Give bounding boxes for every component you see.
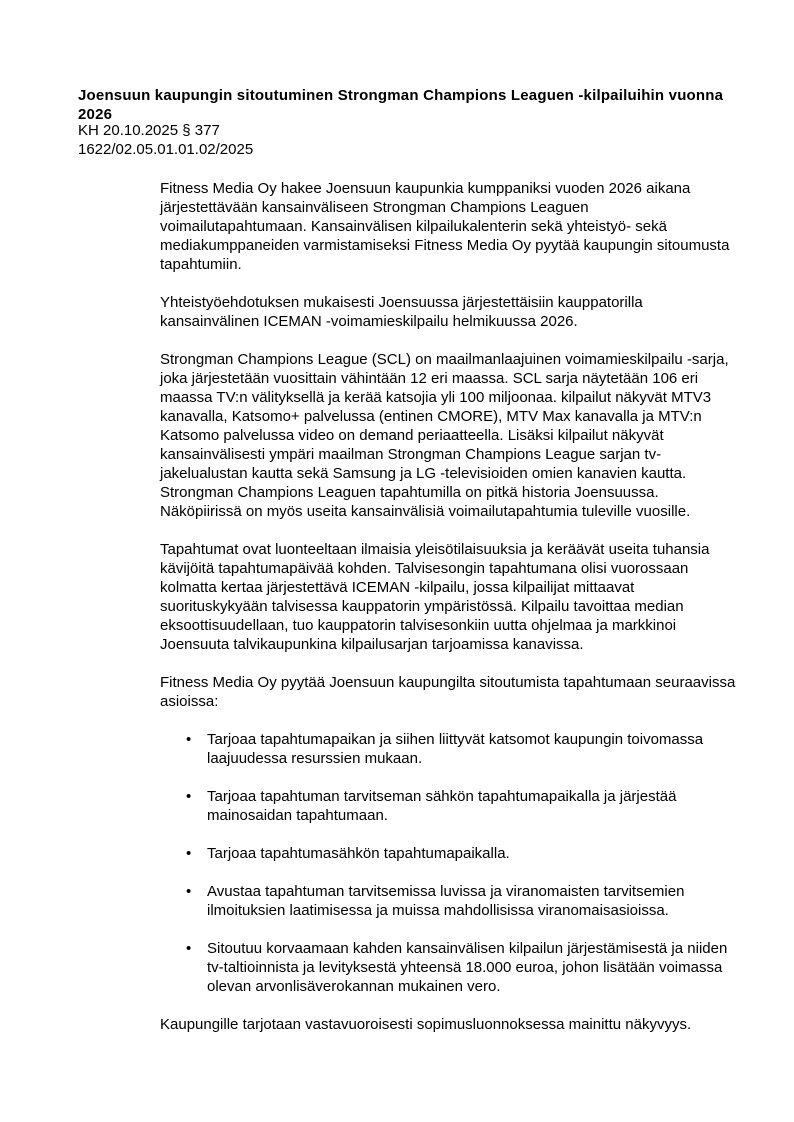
bullet-icon: • — [186, 883, 192, 900]
case-reference-block — [78, 121, 253, 159]
list-item-text: Sitoutuu korvaamaan kahden kansainvälisen kilpailun järjestämisestä ja niiden tv-taltioinnista ja levityksestä yhteensä 18.000 euroa, johon lisätään voimassa olevan arvonlisäverokannan mukainen vero. — [207, 940, 728, 995]
list-item — [160, 787, 738, 825]
list-item — [160, 882, 738, 920]
list-item-text: Tarjoaa tapahtuman tarvitseman sähkön tapahtumapaikalla ja järjestää mainosaidan tapahtumaan. — [207, 788, 677, 824]
document-body — [160, 179, 738, 1053]
bullet-icon: • — [186, 940, 192, 957]
document-title: Joensuun kaupungin sitoutuminen Strongman Champions Leaguen -kilpailuihin vuonna 2026 — [78, 87, 724, 123]
closing-paragraph: Kaupungille tarjotaan vastavuoroisesti sopimusluonnoksessa mainittu näkyvyys. — [160, 1016, 692, 1033]
paragraph-intro: Fitness Media Oy hakee Joensuun kaupunkia kumppaniksi vuoden 2026 aikana järjestettävään kansainväliseen Strongman Champions Leaguen voimailutapahtumaan. Kansainvälisen kilpailukalenterin sekä yhteistyö- sekä mediakumppaneiden varmistamiseksi Fitness Media Oy pyytää kaupungin sitoumusta tapahtumiin. — [160, 180, 730, 273]
list-item-text: Tarjoaa tapahtumapaikan ja siihen liittyvät katsomot kaupungin toivomassa laajuudessa resurssien mukaan. — [207, 731, 704, 767]
paragraph-request-lead-in: Fitness Media Oy pyytää Joensuun kaupungilta sitoutumista tapahtumaan seuraavissa asioissa: — [160, 674, 736, 710]
commitment-list — [160, 730, 738, 996]
decision-reference: KH 20.10.2025 § 377 — [78, 122, 220, 139]
list-item — [160, 939, 738, 996]
list-item-text: Tarjoaa tapahtumasähkön tapahtumapaikalla. — [207, 845, 510, 862]
list-item — [160, 844, 738, 863]
paragraph-scl-description: Strongman Champions League (SCL) on maailmanlaajuinen voimamieskilpailu -sarja, joka järjestetään vuosittain vähintään 12 eri maassa. SCL sarja näytetään 106 eri maassa TV:n välityksellä ja kerää katsojia yli 100 miljoonaa. kilpailut näkyvät MTV3 kanavalla, Katsomo+ palvelussa (entinen CMORE), MTV Max kanavalla ja MTV:n Katsomo palvelussa video on demand periaatteella. Lisäksi kilpailut näkyvät kansainvälisesti ympäri maailman Strongman Champions League sarjan tv-jakelualustan kautta sekä Samsung ja LG -televisioiden omien kanavien kautta. Strongman Champions Leaguen tapahtumilla on pitkä historia Joensuussa. Näköpiirissä on myös useita kansainvälisiä voimailutapahtumia tuleville vuosille. — [160, 351, 729, 520]
paragraph-proposal: Yhteistyöehdotuksen mukaisesti Joensuussa järjestettäisiin kauppatorilla kansainvälinen ICEMAN -voimamieskilpailu helmikuussa 2026. — [160, 294, 643, 330]
bullet-icon: • — [186, 788, 192, 805]
bullet-icon: • — [186, 845, 192, 862]
bullet-icon: • — [186, 731, 192, 748]
list-item-text: Avustaa tapahtuman tarvitsemissa luvissa ja viranomaisten tarvitsemien ilmoituksien laatimisessa ja muissa mahdollisissa viranomaisasioissa. — [207, 883, 685, 919]
list-item — [160, 730, 738, 768]
paragraph-event-description: Tapahtumat ovat luonteeltaan ilmaisia yleisötilaisuuksia ja keräävät useita tuhansia kävijöitä tapahtumapäivää kohden. Talvisesongin tapahtumana olisi vuorossaan kolmatta kertaa järjestettävä ICEMAN -kilpailu, jossa kilpailijat mittaavat suorituskykyään talvisessa kauppatorin ympäristössä. Kilpailu tavoittaa median eksoottisuudellaan, tuo kauppatorin talvisesonkiin uutta ohjelmaa ja markkinoi Joensuuta talvikaupunkina kilpailusarjan tarjoamissa kanavissa. — [160, 541, 710, 653]
record-number: 1622/02.05.01.01.02/2025 — [78, 141, 254, 158]
